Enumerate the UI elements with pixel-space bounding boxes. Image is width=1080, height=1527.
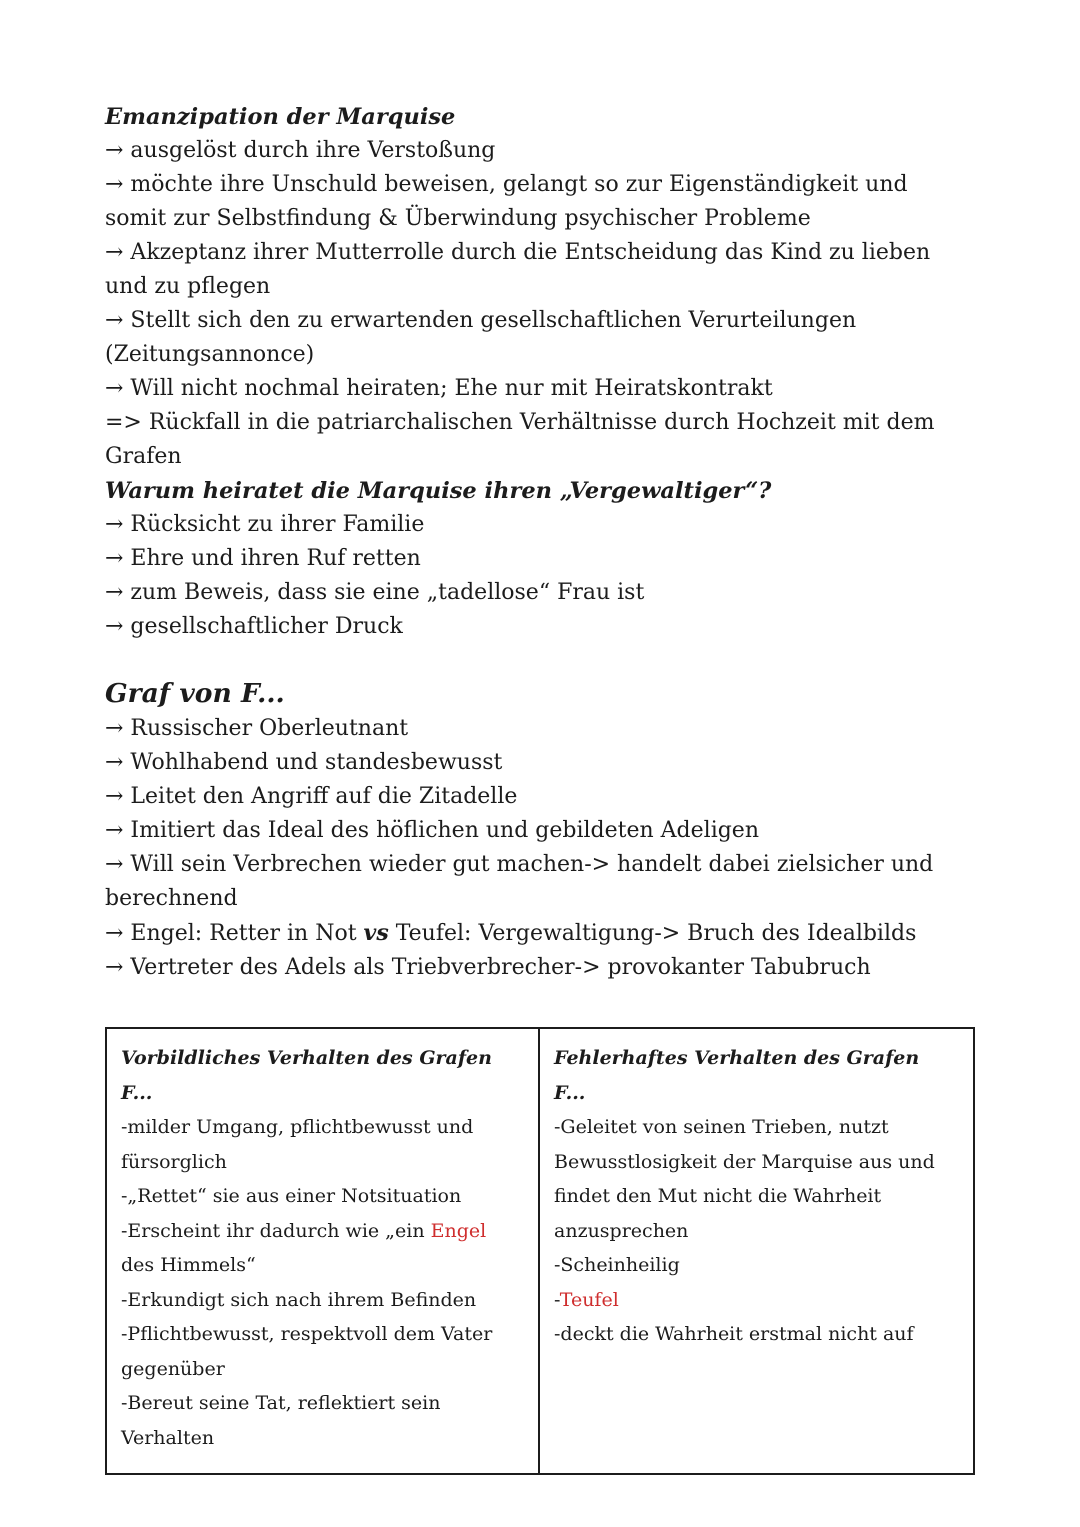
bullet-line: → Will nicht nochmal heiraten; Ehe nur mit Heiratskontrakt (105, 376, 773, 401)
bullet-line: → Stellt sich den zu erwartenden gesellschaftlichen Verurteilungen (Zeitungsannonce) (105, 308, 857, 367)
bullet-line: → Wohlhabend und standesbewusst (105, 750, 503, 775)
comparison-table (105, 1027, 975, 1475)
table-item: -deckt die Wahrheit erstmal nicht auf (554, 1323, 914, 1345)
table-header-left: Vorbildliches Verhalten des Grafen F... (121, 1047, 492, 1104)
table-item-teufel (554, 1283, 957, 1318)
bullet-line: → Akzeptanz ihrer Mutterrolle durch die Entscheidung das Kind zu lieben und zu pflegen (105, 240, 931, 299)
engel-item-pre: -Erscheint ihr dadurch wie „ein (121, 1219, 431, 1242)
section-warum (105, 474, 975, 644)
bullet-line: → Russischer Oberleutnant (105, 716, 409, 741)
vs-emphasis: vs (363, 920, 389, 946)
table-item: -Erkundigt sich nach ihrem Befinden (121, 1288, 477, 1311)
table-header-right: Fehlerhaftes Verhalten des Grafen F... (554, 1047, 920, 1104)
engel-item-post: des Himmels“ (121, 1254, 256, 1276)
table-item-engel (121, 1214, 522, 1283)
bullet-line: → zum Beweis, dass sie eine „tadellose“ Frau ist (105, 580, 645, 605)
bullet-line: → gesellschaftlicher Druck (105, 614, 403, 639)
section-heading-warum: Warum heiratet die Marquise ihren „Vergewaltiger“? (105, 478, 772, 504)
section-heading-graf: Graf von F... (105, 678, 285, 709)
bullet-line: → Leitet den Angriff auf die Zitadelle (105, 784, 518, 809)
bullet-line-engel-vs-teufel (105, 916, 975, 951)
table-item: -„Rettet“ sie aus einer Notsituation (121, 1185, 462, 1207)
bullet-line: → ausgelöst durch ihre Verstoßung (105, 138, 496, 163)
section-graf (105, 676, 975, 985)
bullet-line: → Imitiert das Ideal des höflichen und gebildeten Adeligen (105, 818, 759, 843)
bullet-line: → möchte ihre Unschuld beweisen, gelangt so zur Eigenständigkeit und somit zur Selbstfindung & Überwindung psychischer Probleme (105, 172, 908, 231)
table-item: -Scheinheilig (554, 1254, 680, 1276)
engel-line-pre: → Engel: Retter in Not (105, 921, 364, 946)
table-item: -Geleitet von seinen Trieben, nutzt Bewusstlosigkeit der Marquise aus und findet den Mut nicht die Wahrheit anzusprechen (554, 1116, 935, 1242)
table-column-vorbildlich (107, 1029, 540, 1473)
engel-red-word: Engel (430, 1219, 487, 1242)
table-item: -Bereut seine Tat, reflektiert sein Verhalten (121, 1392, 441, 1449)
section-heading-emanzipation: Emanzipation der Marquise (105, 104, 456, 130)
engel-line-post: Teufel: Vergewaltigung-> Bruch des Idealbilds (388, 921, 917, 946)
teufel-red-word: Teufel (559, 1288, 619, 1311)
bullet-line: → Rücksicht zu ihrer Familie (105, 512, 425, 537)
table-item: -Pflichtbewusst, respektvoll dem Vater gegenüber (121, 1323, 493, 1380)
bullet-line: → Will sein Verbrechen wieder gut machen-> handelt dabei zielsicher und berechnend (105, 852, 934, 911)
bullet-line: → Ehre und ihren Ruf retten (105, 546, 421, 571)
teufel-item-pre: - (554, 1288, 560, 1311)
section-emanzipation (105, 100, 975, 474)
table-item: -milder Umgang, pflichtbewusst und fürsorglich (121, 1116, 474, 1173)
bullet-line: → Vertreter des Adels als Triebverbrecher-> provokanter Tabubruch (105, 955, 871, 980)
table-column-fehlerhaft (540, 1029, 973, 1473)
conclusion-line: => Rückfall in die patriarchalischen Verhältnisse durch Hochzeit mit dem Grafen (105, 410, 935, 469)
